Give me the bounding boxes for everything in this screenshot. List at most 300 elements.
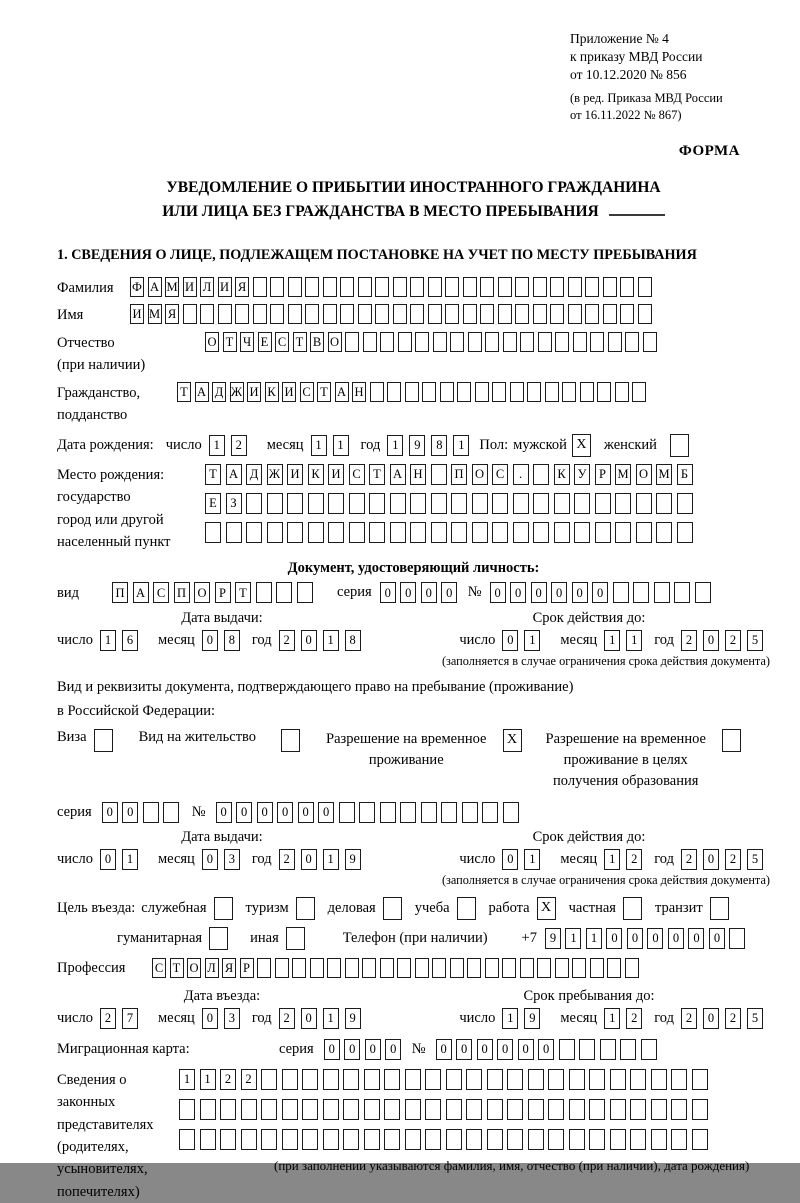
cell-box[interactable] <box>445 277 459 297</box>
cell-box[interactable] <box>692 1069 708 1090</box>
cell-box[interactable]: О <box>328 332 342 352</box>
cell-box[interactable] <box>431 464 447 485</box>
cell-box[interactable] <box>362 958 376 978</box>
cell-box[interactable]: Т <box>205 464 221 485</box>
cell-box[interactable] <box>308 522 324 543</box>
cell-box[interactable] <box>390 522 406 543</box>
cell-box[interactable]: 0 <box>606 928 622 949</box>
cell-box[interactable] <box>472 522 488 543</box>
cell-box[interactable] <box>528 1129 544 1150</box>
cell-box[interactable] <box>472 493 488 514</box>
cell-box[interactable] <box>425 1129 441 1150</box>
cell-box[interactable] <box>620 1039 636 1060</box>
cell-box[interactable] <box>574 522 590 543</box>
cell-box[interactable] <box>369 493 385 514</box>
cell-box[interactable]: П <box>451 464 467 485</box>
cell-box[interactable] <box>485 332 499 352</box>
cell-box[interactable] <box>656 493 672 514</box>
cell-box[interactable] <box>433 332 447 352</box>
cell-box[interactable] <box>620 277 634 297</box>
cell-box[interactable] <box>220 1129 236 1150</box>
cell-box[interactable] <box>641 1039 657 1060</box>
cell-box[interactable] <box>179 1099 195 1120</box>
cell-box[interactable] <box>568 304 582 324</box>
cell-box[interactable] <box>554 522 570 543</box>
cell-box[interactable]: 0 <box>477 1039 493 1060</box>
cell-box[interactable] <box>520 332 534 352</box>
cell-box[interactable] <box>380 332 394 352</box>
cell-box[interactable] <box>163 802 179 823</box>
cell-box[interactable] <box>568 277 582 297</box>
cell-box[interactable]: 1 <box>626 630 642 651</box>
cell-box[interactable] <box>297 582 313 603</box>
cell-box[interactable] <box>405 1069 421 1090</box>
cell-box[interactable]: 0 <box>647 928 663 949</box>
cell-box[interactable] <box>343 1129 359 1150</box>
cell-box[interactable] <box>492 382 506 402</box>
cell-box[interactable]: 0 <box>510 582 526 603</box>
cell-box[interactable] <box>275 958 289 978</box>
cell-box[interactable]: 9 <box>345 1008 361 1029</box>
cell-box[interactable] <box>487 1129 503 1150</box>
cell-box[interactable] <box>323 277 337 297</box>
cell-box[interactable] <box>729 928 745 949</box>
cell-box[interactable]: С <box>300 382 314 402</box>
cell-box[interactable] <box>630 1129 646 1150</box>
cell-box[interactable] <box>466 1069 482 1090</box>
cell-box[interactable] <box>446 1069 462 1090</box>
cell-box[interactable]: Р <box>215 582 231 603</box>
cell-box[interactable] <box>467 958 481 978</box>
cell-box[interactable]: И <box>282 382 296 402</box>
cell-box[interactable] <box>692 1099 708 1120</box>
cell-box[interactable]: Л <box>200 277 214 297</box>
cell-box[interactable] <box>462 802 478 823</box>
cell-box[interactable] <box>492 493 508 514</box>
cell-box[interactable]: 0 <box>688 928 704 949</box>
cell-box[interactable] <box>550 277 564 297</box>
cell-box[interactable] <box>610 1099 626 1120</box>
cell-box[interactable] <box>656 522 672 543</box>
cell-box[interactable] <box>475 382 489 402</box>
cell-box[interactable]: 0 <box>531 582 547 603</box>
cell-box[interactable]: И <box>328 464 344 485</box>
cell-box[interactable]: М <box>656 464 672 485</box>
cell-box[interactable] <box>492 522 508 543</box>
cell-box[interactable] <box>692 1129 708 1150</box>
cell-box[interactable] <box>615 382 629 402</box>
cell-box[interactable] <box>651 1099 667 1120</box>
cell-box[interactable] <box>384 1099 400 1120</box>
cell-box[interactable]: М <box>165 277 179 297</box>
cell-box[interactable]: 0 <box>668 928 684 949</box>
cell-box[interactable]: 0 <box>257 802 273 823</box>
cell-box[interactable] <box>671 1069 687 1090</box>
cell-box[interactable]: 0 <box>421 582 437 603</box>
cell-box[interactable]: 2 <box>220 1069 236 1090</box>
cell-box[interactable]: 1 <box>524 630 540 651</box>
cell-box[interactable]: 0 <box>324 1039 340 1060</box>
cell-box[interactable]: 0 <box>518 1039 534 1060</box>
cell-box[interactable] <box>261 1129 277 1150</box>
cell-box[interactable] <box>533 493 549 514</box>
cell-box[interactable]: 1 <box>333 435 349 456</box>
cell-box[interactable]: 2 <box>279 1008 295 1029</box>
cell-box[interactable] <box>463 304 477 324</box>
cell-box[interactable]: С <box>153 582 169 603</box>
cell-box[interactable]: 3 <box>224 1008 240 1029</box>
cell-box[interactable]: Н <box>352 382 366 402</box>
cell-box[interactable]: У <box>574 464 590 485</box>
cell-box[interactable] <box>359 802 375 823</box>
cell-box[interactable] <box>487 1069 503 1090</box>
cell-box[interactable]: 7 <box>122 1008 138 1029</box>
cell-box[interactable]: К <box>265 382 279 402</box>
cell-box[interactable] <box>415 958 429 978</box>
cell-box[interactable] <box>625 958 639 978</box>
cell-box[interactable] <box>282 1069 298 1090</box>
cell-box[interactable] <box>384 1069 400 1090</box>
cell-box[interactable]: Р <box>240 958 254 978</box>
cell-box[interactable] <box>585 304 599 324</box>
cell-box[interactable] <box>308 493 324 514</box>
cell-box[interactable] <box>643 332 657 352</box>
cell-box[interactable] <box>569 1069 585 1090</box>
cell-box[interactable] <box>226 522 242 543</box>
cell-box[interactable]: 0 <box>122 802 138 823</box>
cell-box[interactable]: Н <box>410 464 426 485</box>
cell-box[interactable]: 9 <box>409 435 425 456</box>
cell-box[interactable]: С <box>152 958 166 978</box>
cell-box[interactable]: А <box>133 582 149 603</box>
cell-box[interactable]: 1 <box>565 928 581 949</box>
cell-box[interactable] <box>375 304 389 324</box>
cell-box[interactable]: 1 <box>604 630 620 651</box>
cell-box[interactable]: 2 <box>626 849 642 870</box>
cell-box[interactable] <box>288 277 302 297</box>
cell-box[interactable]: 1 <box>453 435 469 456</box>
cell-box[interactable] <box>287 522 303 543</box>
cell-box[interactable]: Т <box>235 582 251 603</box>
cell-box[interactable]: 1 <box>122 849 138 870</box>
cell-box[interactable] <box>482 802 498 823</box>
cell-box[interactable]: 1 <box>100 630 116 651</box>
cell-box[interactable] <box>630 1069 646 1090</box>
cell-box[interactable]: Я <box>222 958 236 978</box>
cell-box[interactable] <box>625 332 639 352</box>
visa-checkbox[interactable] <box>94 729 113 752</box>
cell-box[interactable] <box>554 493 570 514</box>
cell-box[interactable]: 0 <box>277 802 293 823</box>
cell-box[interactable] <box>380 802 396 823</box>
cell-box[interactable] <box>677 522 693 543</box>
cell-box[interactable] <box>498 277 512 297</box>
cell-box[interactable] <box>671 1129 687 1150</box>
sex-male-checkbox[interactable]: X <box>572 434 591 457</box>
cell-box[interactable] <box>603 277 617 297</box>
cell-box[interactable] <box>450 332 464 352</box>
cell-box[interactable] <box>463 277 477 297</box>
cell-box[interactable] <box>548 1129 564 1150</box>
cell-box[interactable]: 5 <box>747 1008 763 1029</box>
cell-box[interactable]: Б <box>677 464 693 485</box>
cell-box[interactable] <box>590 958 604 978</box>
cell-box[interactable] <box>345 958 359 978</box>
cell-box[interactable] <box>498 304 512 324</box>
cell-box[interactable]: 0 <box>344 1039 360 1060</box>
cell-box[interactable] <box>363 332 377 352</box>
cell-box[interactable]: О <box>187 958 201 978</box>
cell-box[interactable] <box>569 1129 585 1150</box>
purpose-private-checkbox[interactable] <box>623 897 642 920</box>
cell-box[interactable] <box>595 493 611 514</box>
cell-box[interactable]: К <box>308 464 324 485</box>
cell-box[interactable]: Л <box>205 958 219 978</box>
cell-box[interactable]: 2 <box>626 1008 642 1029</box>
cell-box[interactable]: 0 <box>301 849 317 870</box>
cell-box[interactable]: 0 <box>400 582 416 603</box>
cell-box[interactable]: 1 <box>524 849 540 870</box>
cell-box[interactable] <box>246 493 262 514</box>
cell-box[interactable]: 2 <box>100 1008 116 1029</box>
cell-box[interactable] <box>422 382 436 402</box>
cell-box[interactable] <box>550 304 564 324</box>
cell-box[interactable]: О <box>205 332 219 352</box>
cell-box[interactable] <box>257 958 271 978</box>
cell-box[interactable] <box>513 522 529 543</box>
cell-box[interactable] <box>246 522 262 543</box>
cell-box[interactable] <box>572 958 586 978</box>
cell-box[interactable]: И <box>130 304 144 324</box>
cell-box[interactable] <box>253 304 267 324</box>
cell-box[interactable] <box>256 582 272 603</box>
cell-box[interactable] <box>515 277 529 297</box>
cell-box[interactable]: 0 <box>441 582 457 603</box>
cell-box[interactable] <box>428 277 442 297</box>
cell-box[interactable]: 5 <box>747 849 763 870</box>
cell-box[interactable] <box>343 1069 359 1090</box>
cell-box[interactable] <box>339 802 355 823</box>
cell-box[interactable]: 2 <box>279 630 295 651</box>
cell-box[interactable] <box>282 1099 298 1120</box>
cell-box[interactable] <box>390 493 406 514</box>
cell-box[interactable] <box>328 522 344 543</box>
cell-box[interactable]: 1 <box>209 435 225 456</box>
cell-box[interactable] <box>457 382 471 402</box>
cell-box[interactable] <box>485 958 499 978</box>
cell-box[interactable] <box>638 304 652 324</box>
cell-box[interactable]: Ж <box>230 382 244 402</box>
cell-box[interactable] <box>241 1129 257 1150</box>
cell-box[interactable]: 1 <box>200 1069 216 1090</box>
purpose-work-checkbox[interactable]: X <box>537 897 556 920</box>
cell-box[interactable] <box>533 522 549 543</box>
cell-box[interactable] <box>345 332 359 352</box>
cell-box[interactable]: А <box>390 464 406 485</box>
cell-box[interactable]: Ч <box>240 332 254 352</box>
cell-box[interactable] <box>302 1069 318 1090</box>
cell-box[interactable]: 6 <box>122 630 138 651</box>
cell-box[interactable] <box>507 1069 523 1090</box>
cell-box[interactable] <box>654 582 670 603</box>
cell-box[interactable] <box>323 1129 339 1150</box>
cell-box[interactable] <box>527 382 541 402</box>
cell-box[interactable] <box>292 958 306 978</box>
cell-box[interactable] <box>589 1069 605 1090</box>
cell-box[interactable] <box>349 493 365 514</box>
cell-box[interactable] <box>633 582 649 603</box>
cell-box[interactable]: 0 <box>365 1039 381 1060</box>
cell-box[interactable] <box>340 277 354 297</box>
cell-box[interactable] <box>323 1069 339 1090</box>
cell-box[interactable] <box>445 304 459 324</box>
cell-box[interactable]: 0 <box>592 582 608 603</box>
cell-box[interactable]: М <box>148 304 162 324</box>
cell-box[interactable] <box>287 493 303 514</box>
cell-box[interactable] <box>528 1099 544 1120</box>
cell-box[interactable] <box>537 958 551 978</box>
cell-box[interactable] <box>538 332 552 352</box>
cell-box[interactable] <box>466 1129 482 1150</box>
cell-box[interactable]: 1 <box>179 1069 195 1090</box>
cell-box[interactable] <box>267 522 283 543</box>
cell-box[interactable] <box>261 1099 277 1120</box>
cell-box[interactable] <box>585 277 599 297</box>
purpose-business-checkbox[interactable] <box>383 897 402 920</box>
cell-box[interactable]: 0 <box>236 802 252 823</box>
cell-box[interactable] <box>533 277 547 297</box>
cell-box[interactable]: 0 <box>456 1039 472 1060</box>
cell-box[interactable]: 9 <box>524 1008 540 1029</box>
cell-box[interactable]: 1 <box>323 630 339 651</box>
cell-box[interactable] <box>375 277 389 297</box>
cell-box[interactable] <box>405 1129 421 1150</box>
cell-box[interactable]: 9 <box>545 928 561 949</box>
purpose-humanitarian-checkbox[interactable] <box>209 927 228 950</box>
cell-box[interactable] <box>305 304 319 324</box>
cell-box[interactable]: Е <box>258 332 272 352</box>
cell-box[interactable] <box>515 304 529 324</box>
cell-box[interactable] <box>468 332 482 352</box>
cell-box[interactable]: 2 <box>279 849 295 870</box>
cell-box[interactable] <box>349 522 365 543</box>
cell-box[interactable] <box>446 1099 462 1120</box>
cell-box[interactable] <box>441 802 457 823</box>
cell-box[interactable]: 2 <box>681 849 697 870</box>
cell-box[interactable]: Ф <box>130 277 144 297</box>
cell-box[interactable]: А <box>148 277 162 297</box>
sex-female-checkbox[interactable] <box>670 434 689 457</box>
cell-box[interactable] <box>608 332 622 352</box>
cell-box[interactable] <box>393 304 407 324</box>
cell-box[interactable]: 0 <box>627 928 643 949</box>
cell-box[interactable]: Р <box>595 464 611 485</box>
cell-box[interactable] <box>555 958 569 978</box>
cell-box[interactable] <box>528 1069 544 1090</box>
cell-box[interactable] <box>589 1099 605 1120</box>
cell-box[interactable] <box>405 382 419 402</box>
cell-box[interactable]: 0 <box>100 849 116 870</box>
cell-box[interactable]: 0 <box>385 1039 401 1060</box>
cell-box[interactable]: Я <box>165 304 179 324</box>
cell-box[interactable] <box>364 1099 380 1120</box>
cell-box[interactable] <box>205 522 221 543</box>
cell-box[interactable]: 2 <box>681 630 697 651</box>
cell-box[interactable] <box>179 1129 195 1150</box>
cell-box[interactable]: О <box>194 582 210 603</box>
cell-box[interactable] <box>569 1099 585 1120</box>
cell-box[interactable] <box>358 304 372 324</box>
cell-box[interactable] <box>615 493 631 514</box>
cell-box[interactable] <box>451 493 467 514</box>
cell-box[interactable]: 0 <box>709 928 725 949</box>
cell-box[interactable] <box>579 1039 595 1060</box>
purpose-study-checkbox[interactable] <box>457 897 476 920</box>
cell-box[interactable] <box>218 304 232 324</box>
cell-box[interactable] <box>200 304 214 324</box>
cell-box[interactable] <box>235 304 249 324</box>
cell-box[interactable]: 1 <box>604 1008 620 1029</box>
cell-box[interactable]: 0 <box>703 849 719 870</box>
cell-box[interactable] <box>410 493 426 514</box>
cell-box[interactable]: Т <box>293 332 307 352</box>
cell-box[interactable]: Т <box>223 332 237 352</box>
cell-box[interactable] <box>466 1099 482 1120</box>
cell-box[interactable] <box>580 382 594 402</box>
cell-box[interactable] <box>450 958 464 978</box>
cell-box[interactable]: И <box>287 464 303 485</box>
cell-box[interactable] <box>387 382 401 402</box>
cell-box[interactable]: 2 <box>725 630 741 651</box>
cell-box[interactable] <box>520 958 534 978</box>
cell-box[interactable] <box>310 958 324 978</box>
cell-box[interactable] <box>651 1129 667 1150</box>
cell-box[interactable]: 0 <box>202 1008 218 1029</box>
cell-box[interactable] <box>421 802 437 823</box>
cell-box[interactable]: 8 <box>431 435 447 456</box>
cell-box[interactable] <box>620 304 634 324</box>
cell-box[interactable]: П <box>112 582 128 603</box>
cell-box[interactable] <box>253 277 267 297</box>
cell-box[interactable] <box>302 1129 318 1150</box>
cell-box[interactable] <box>559 1039 575 1060</box>
cell-box[interactable] <box>431 522 447 543</box>
cell-box[interactable]: . <box>513 464 529 485</box>
cell-box[interactable] <box>555 332 569 352</box>
cell-box[interactable] <box>573 332 587 352</box>
cell-box[interactable]: А <box>226 464 242 485</box>
cell-box[interactable]: Е <box>205 493 221 514</box>
cell-box[interactable] <box>369 522 385 543</box>
cell-box[interactable] <box>636 493 652 514</box>
cell-box[interactable] <box>432 958 446 978</box>
cell-box[interactable]: 0 <box>318 802 334 823</box>
cell-box[interactable]: Т <box>177 382 191 402</box>
cell-box[interactable] <box>397 958 411 978</box>
cell-box[interactable] <box>507 1129 523 1150</box>
cell-box[interactable] <box>487 1099 503 1120</box>
cell-box[interactable] <box>480 277 494 297</box>
cell-box[interactable]: 1 <box>502 1008 518 1029</box>
cell-box[interactable] <box>384 1129 400 1150</box>
cell-box[interactable] <box>364 1129 380 1150</box>
cell-box[interactable] <box>507 1099 523 1120</box>
cell-box[interactable]: 0 <box>551 582 567 603</box>
cell-box[interactable]: Т <box>170 958 184 978</box>
cell-box[interactable] <box>607 958 621 978</box>
cell-box[interactable] <box>562 382 576 402</box>
cell-box[interactable] <box>610 1129 626 1150</box>
